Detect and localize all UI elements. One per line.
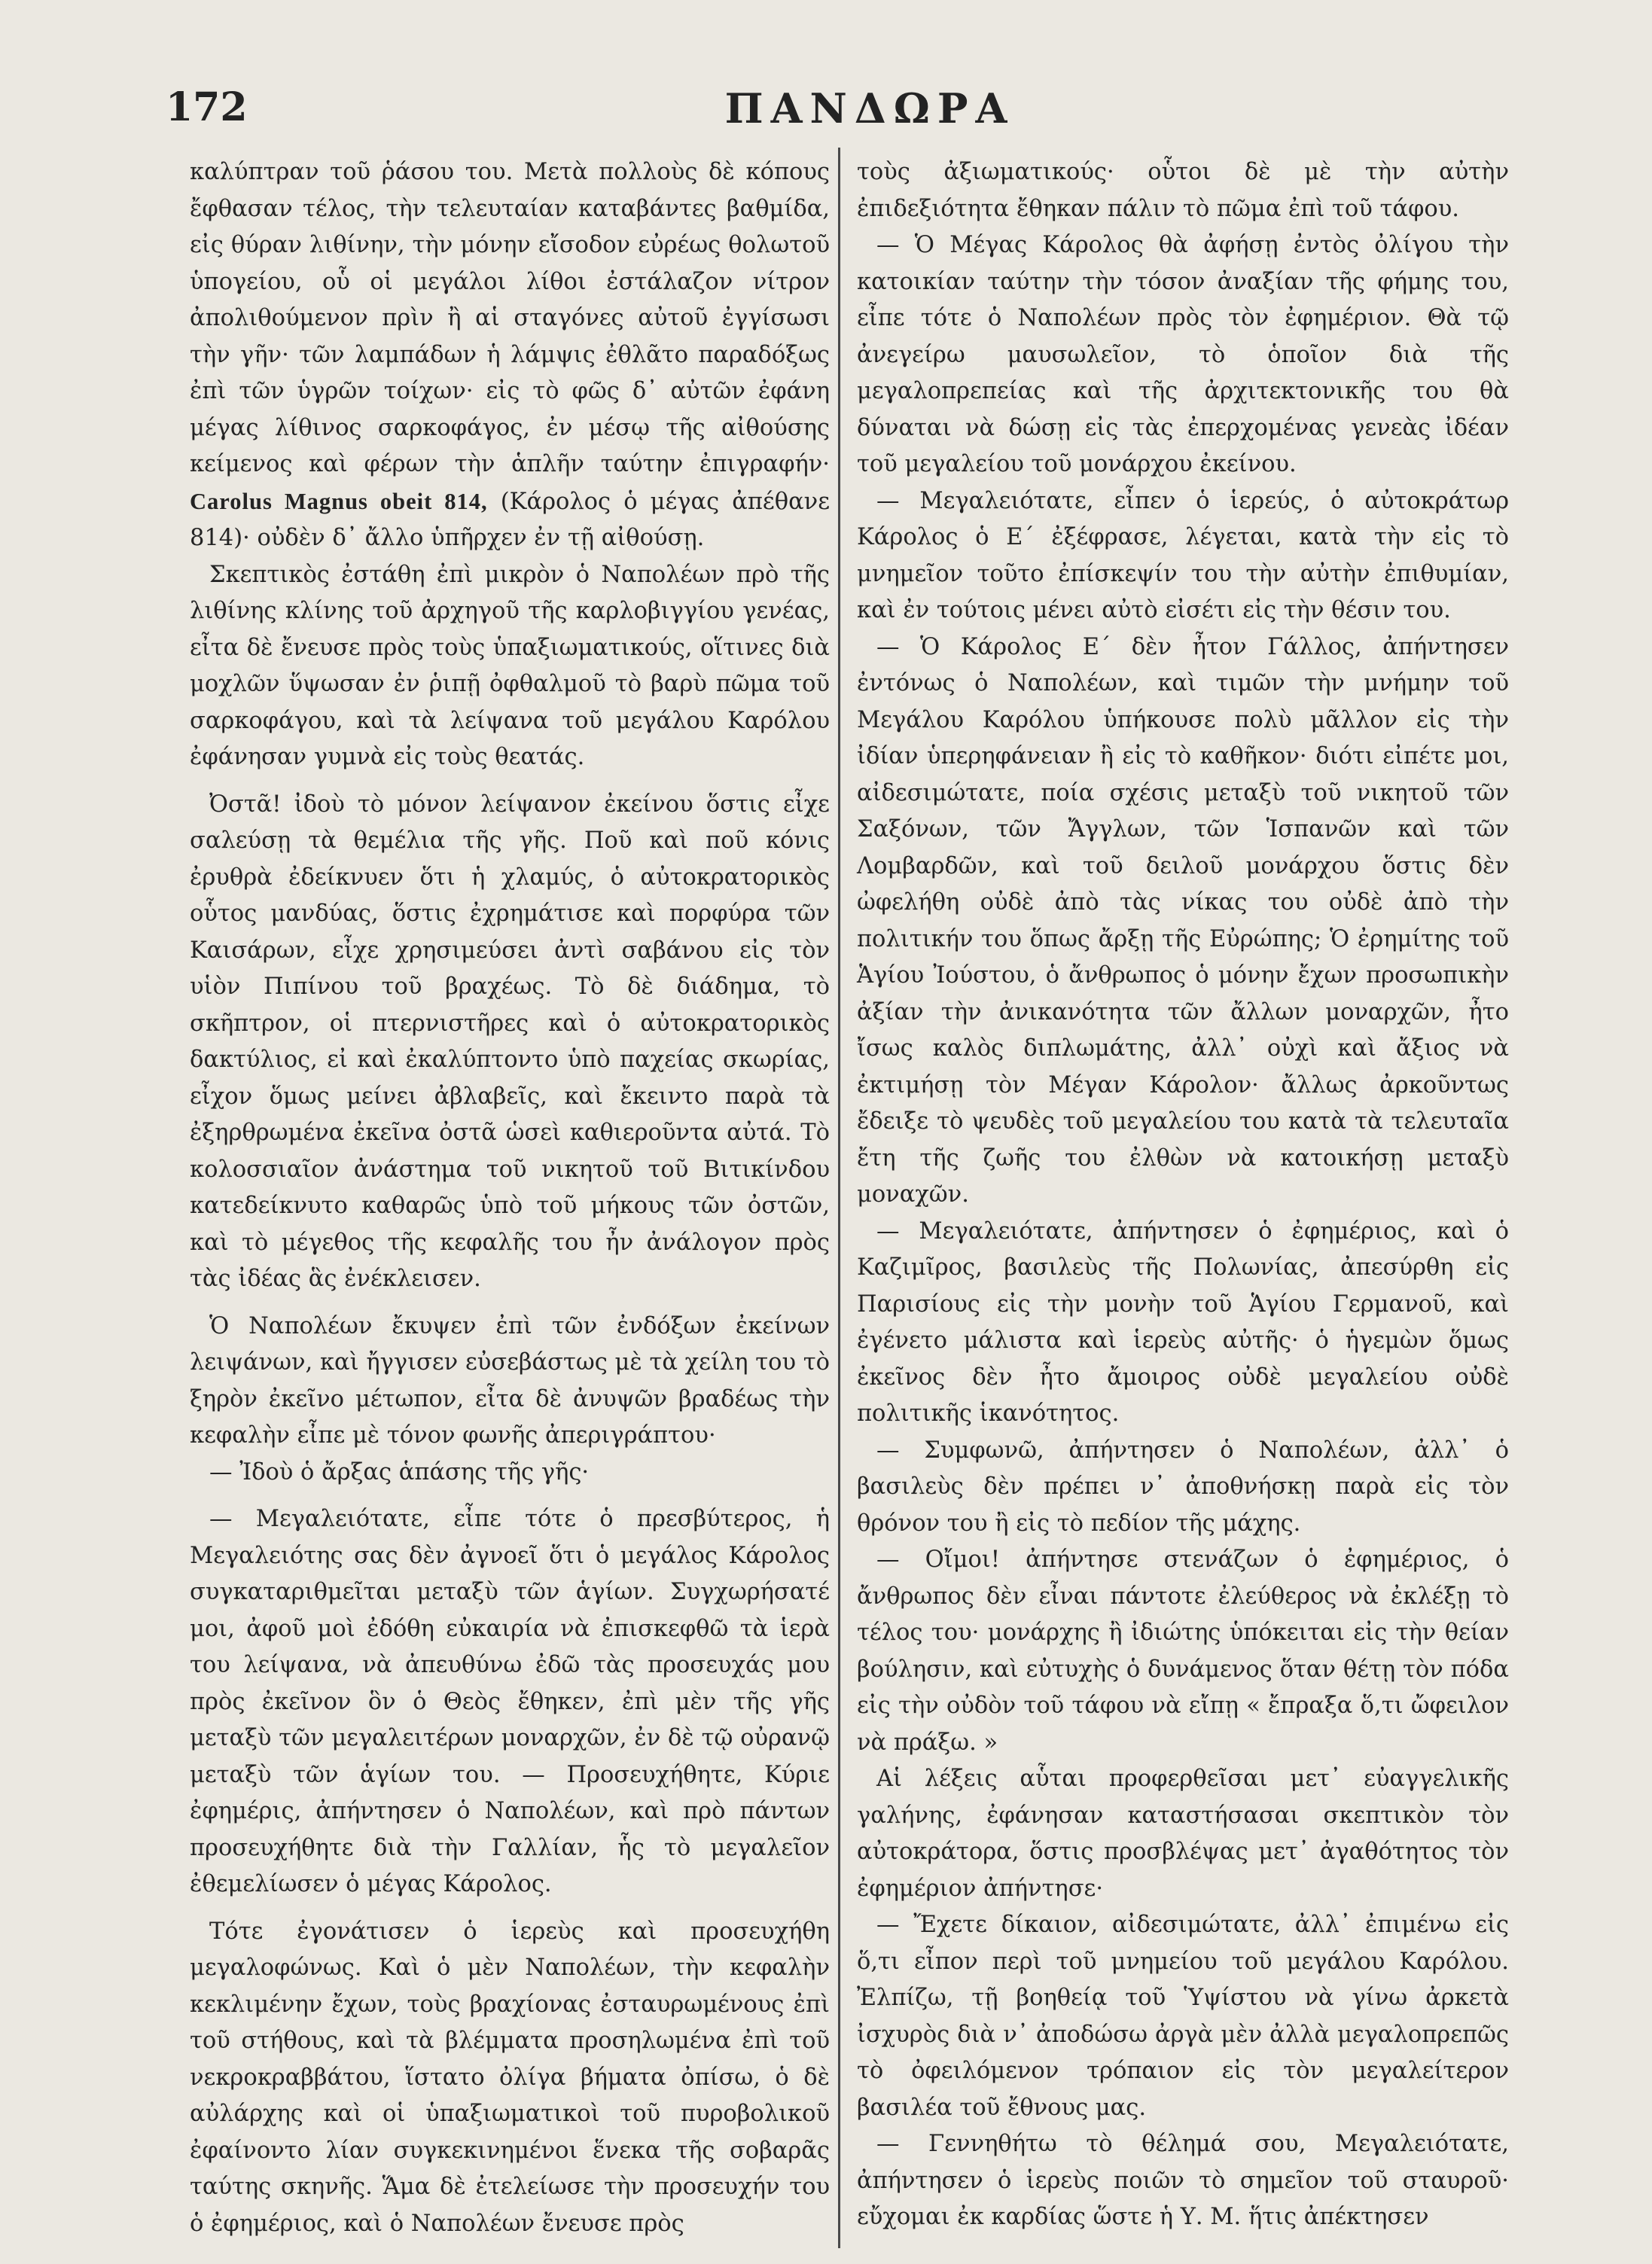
page-number: 172 [166, 84, 248, 130]
paragraph: Τότε ἐγονάτισεν ὁ ἱερεὺς καὶ προσευχήθη μεγαλοφώνως. Καὶ ὁ μὲν Ναπολέων, τὴν κεφαλὴν κεκλιμένην ἔχων, τοὺς βραχίονας ἐσταυρωμένους ἐπὶ τοῦ στήθους, καὶ τὰ βλέμματα προσηλωμένα ἐπὶ τοῦ νεκροκραββάτου, ἵστατο ὀλίγα βήματα ὀπίσω, ὁ δὲ αὐλάρχης καὶ οἱ ὑπαξιωματικοὶ τοῦ πυροβολικοῦ ἐφαίνοντο λίαν συγκεκινημένοι ἕνεκα τῆς σοβαρᾶς ταύτης σκηνῆς. Ἅμα δὲ ἐτελείωσε τὴν προσευχήν του ὁ ἐφημέριος, καὶ ὁ Ναπολέων ἔνευσε πρὸς [190, 1918, 830, 2237]
paragraph: Ὁ Ναπολέων ἔκυψεν ἐπὶ τῶν ἐνδόξων ἐκείνων λειψάνων, καὶ ἤγγισεν εὐσεβάστως μὲ τὰ χείλη του τὸ ξηρὸν ἐκεῖνο μέτωπον, εἶτα δὲ ἀνυψῶν βραδέως τὴν κεφαλὴν εἶπε μὲ τόνον φωνῆς ἀπεριγράπτου· [190, 1312, 830, 1449]
paragraph: — Μεγαλειότατε, εἶπε τότε ὁ πρεσβύτερος, ἡ Μεγαλειότης σας δὲν ἀγνοεῖ ὅτι ὁ μεγάλος Κάρολος συγκαταριθμεῖται μεταξὺ τῶν ἁγίων. Συγχωρήσατέ μοι, ἀφοῦ μοὶ ἐδόθη εὐκαιρία νὰ ἐπισκεφθῶ τὰ ἱερὰ του λείψανα, νὰ ἀπευθύνω ἐδῶ τὰς προσευχάς μου πρὸς ἐκεῖνον ὃν ὁ Θεὸς ἔθηκεν, ἐπὶ μὲν τῆς γῆς μεταξὺ τῶν μεγαλειτέρων μοναρχῶν, ἐν δὲ τῷ οὐρανῷ μεταξὺ τῶν ἁγίων του. — Προσευχήθητε, Κύριε ἐφημέρις, ἀπήντησεν ὁ Ναπολέων, καὶ πρὸ πάντων προσευχήθητε διὰ τὴν Γαλλίαν, ἧς τὸ μεγαλεῖον ἐθεμελίωσεν ὁ μέγας Κάρολος. [190, 1506, 830, 1897]
paragraph: Αἱ λέξεις αὗται προφερθεῖσαι μετ᾽ εὐαγγελικῆς γαλήνης, ἐφάνησαν καταστήσασαι σκεπτικὸν τὸν αὐτοκράτορα, ὅστις προσβλέψας μετ᾽ ἀγαθότητος τὸν ἐφημέριον ἀπήντησε· [857, 1766, 1509, 1902]
page-header [166, 84, 1574, 145]
paragraph: — Ὁ Μέγας Κάρολος θὰ ἀφήσῃ ἐντὸς ὀλίγου τὴν κατοικίαν ταύτην τὴν τόσον ἀναξίαν τῆς φήμης του, εἶπε τότε ὁ Ναπολέων πρὸς τὸν ἐφημέριον. Θὰ τῷ ἀνεγείρω μαυσωλεῖον, τὸ ὁποῖον διὰ τῆς μεγαλοπρεπείας καὶ τῆς ἀρχιτεκτονικῆς του θὰ δύναται νὰ δώσῃ εἰς τὰς ἐπερχομένας γενεὰς ἰδέαν τοῦ μεγαλείου τοῦ μονάρχου ἐκείνου. [857, 232, 1509, 477]
paragraph: — Ἰδοὺ ὁ ἄρξας ἁπάσης τῆς γῆς· [209, 1458, 590, 1485]
paragraph: τοὺς ἀξιωματικούς· οὗτοι δὲ μὲ τὴν αὐτὴν ἐπιδεξιότητα ἔθηκαν πάλιν τὸ πῶμα ἐπὶ τοῦ τάφου. [857, 159, 1509, 222]
paragraph: καλύπτραν τοῦ ῥάσου του. Μετὰ πολλοὺς δὲ κόπους ἔφθασαν τέλος, τὴν τελευταίαν καταβάντες βαθμίδα, εἰς θύραν λιθίνην, τὴν μόνην εἴσοδον εὐρέως θολωτοῦ ὑπογείου, οὗ οἱ μεγάλοι λίθοι ἐστάλαζον νίτρον ἀπολιθούμενον πρὶν ἢ αἱ σταγόνες αὐτοῦ ἐγγίσωσι τὴν γῆν· τῶν λαμπάδων ἡ λάμψις ἐθλᾶτο παραδόξως ἐπὶ τῶν ὑγρῶν τοίχων· εἰς τὸ φῶς δ᾽ αὐτῶν ἐφάνη μέγας λίθινος σαρκοφάγος, ἐν μέσῳ τῆς αἰθούσης κείμενος καὶ φέρων τὴν ἁπλῆν ταύτην ἐπιγραφήν· Carolus Magnus obeit 814, (Κάρολος ὁ μέγας ἀπέθανε 814)· οὐδὲν δ᾽ ἄλλο ὑπῆρχεν ἐν τῇ αἰθούσῃ. [190, 159, 831, 551]
paragraph: Ὀστᾶ! ἰδοὺ τὸ μόνον λείψανον ἐκείνου ὅστις εἶχε σαλεύσῃ τὰ θεμέλια τῆς γῆς. Ποῦ καὶ ποῦ κόνις ἐρυθρὰ ἐδείκνυεν ὅτι ἡ χλαμύς, ὁ αὐτοκρατορικὸς οὗτος μανδύας, ὅστις ἐχρημάτισε καὶ πορφύρα τῶν Καισάρων, εἶχε χρησιμεύσει ἀντὶ σαβάνου εἰς τὸν υἱὸν Πιπίνου τοῦ βραχέως. Τὸ δὲ διάδημα, τὸ σκῆπτρον, οἱ πτερνιστῆρες καὶ ὁ αὐτοκρατορικὸς δακτύλιος, εἰ καὶ ἐκαλύπτοντο ὑπὸ παχείας σκωρίας, εἶχον ὅμως μείνει ἀβλαβεῖς, καὶ ἔκειντο παρὰ τὰ ἐξηρθρωμένα ἐκεῖνα ὀστᾶ ὡσεὶ καθιεροῦντα αὐτά. Τὸ κολοσσιαῖον ἀνάστημα τοῦ νικητοῦ τοῦ Βιτικίνδου κατεδείκνυτο καθαρῶς ὑπὸ τοῦ μήκους τῶν ὀστῶν, καὶ τὸ μέγεθος τῆς κεφαλῆς του ἦν ἀνάλογον πρὸς τὰς ἰδέας ἃς ἐνέκλεισεν. [190, 791, 830, 1292]
running-title: ΠΑΝΔΩΡΑ [724, 84, 1015, 133]
paragraph: — Οἴμοι! ἀπήντησε στενάζων ὁ ἐφημέριος, ὁ ἄνθρωπος δὲν εἶναι πάντοτε ἐλεύθερος νὰ ἐκλέξῃ τὸ τέλος του· μονάρχης ἢ ἰδιώτης ὑπόκειται εἰς τὴν θείαν βούλησιν, καὶ εὐτυχὴς ὁ δυνάμενος ὅταν θέτῃ τὸν πόδα εἰς τὴν οὐδὸν τοῦ τάφου νὰ εἴπῃ « ἔπραξα ὅ,τι ὤφειλον νὰ πράξω. » [857, 1546, 1509, 1756]
paragraph: — Ἔχετε δίκαιον, αἰδεσιμώτατε, ἀλλ᾽ ἐπιμένω εἰς ὅ,τι εἶπον περὶ τοῦ μνημείου τοῦ μεγάλου Καρόλου. Ἐλπίζω, τῇ βοηθείᾳ τοῦ Ὑψίστου νὰ γίνω ἀρκετὰ ἰσχυρὸς διὰ ν᾽ ἀποδώσω ἀργὰ μὲν ἀλλὰ μεγαλοπρεπῶς τὸ ὀφειλόμενον τρόπαιον εἰς τὸν μεγαλείτερον βασιλέα τοῦ ἔθνους μας. [857, 1912, 1509, 2121]
column-divider [838, 148, 840, 2248]
paragraph: — Μεγαλειότατε, ἀπήντησεν ὁ ἐφημέριος, καὶ ὁ Καζιμῖρος, βασιλεὺς τῆς Πολωνίας, ἀπεσύρθη εἰς Παρισίους εἰς τὴν μονὴν τοῦ Ἁγίου Γερμανοῦ, καὶ ἐγένετο μάλιστα καὶ ἱερεὺς αὐτῆς· ὁ ἡγεμὼν ὅμως ἐκεῖνος δὲν ἦτο ἄμοιρος οὐδὲ μεγαλείου οὐδὲ πολιτικῆς ἱκανότητος. [857, 1217, 1509, 1427]
paragraph: — Συμφωνῶ, ἀπήντησεν ὁ Ναπολέων, ἀλλ᾽ ὁ βασιλεὺς δὲν πρέπει ν᾽ ἀποθνήσκῃ παρὰ εἰς τὸν θρόνον του ἢ εἰς τὸ πεδίον τῆς μάχης. [857, 1437, 1509, 1537]
paragraph: — Γεννηθήτω τὸ θέλημά σου, Μεγαλειότατε, ἀπήντησεν ὁ ἱερεὺς ποιῶν τὸ σημεῖον τοῦ σταυροῦ· εὔχομαι ἐκ καρδίας ὥστε ἡ Υ. Μ. ἥτις ἀπέκτησεν [857, 2131, 1509, 2230]
right-column [857, 154, 1509, 2236]
paragraph: Σκεπτικὸς ἐστάθη ἐπὶ μικρὸν ὁ Ναπολέων πρὸ τῆς λιθίνης κλίνης τοῦ ἀρχηγοῦ τῆς καρλοβιγγίου γενέας, εἶτα δὲ ἔνευσε πρὸς τοὺς ὑπαξιωματικούς, οἵτινες διὰ μοχλῶν ὕψωσαν ἐν ῥιπῇ ὀφθαλμοῦ τὸ βαρὺ πῶμα τοῦ σαρκοφάγου, καὶ τὰ λείψανα τοῦ μεγάλου Καρόλου ἐφάνησαν γυμνὰ εἰς τοὺς θεατάς. [190, 561, 830, 770]
paragraph: — Ὁ Κάρολος Ε΄ δὲν ἦτον Γάλλος, ἀπήντησεν ἐντόνως ὁ Ναπολέων, καὶ τιμῶν τὴν μνήμην τοῦ Μεγάλου Καρόλου ὑπήκουσε πολὺ μᾶλλον εἰς τὴν ἰδίαν ὑπερηφάνειαν ἢ εἰς τὸ καθῆκον· διότι εἰπέτε μοι, αἰδεσιμώτατε, ποία σχέσις μεταξὺ τοῦ νικητοῦ τῶν Σαξόνων, τῶν Ἄγγλων, τῶν Ἱσπανῶν καὶ τῶν Λομβαρδῶν, καὶ τοῦ δειλοῦ μονάρχου ὅστις δὲν ὠφελήθη οὐδὲ ἀπὸ τὰς νίκας του οὐδὲ ἀπὸ τὴν πολιτικήν του ὅπως ἄρξῃ τῆς Εὐρώπης; Ὁ ἐρημίτης τοῦ Ἁγίου Ἰούστου, ὁ ἄνθρωπος ὁ μόνην ἔχων προσωπικὴν ἀξίαν τὴν ἀνικανότητα τῶν ἄλλων μοναρχῶν, ἦτο ἴσως καλὸς διπλωμάτης, ἀλλ᾽ οὐχὶ καὶ ἄξιος νὰ ἐκτιμήσῃ τὸν Μέγαν Κάρολον· ἄλλως ἀρκοῦντως ἔδειξε τὸ ψευδὲς τοῦ μεγαλείου του κατὰ τὰ τελευταῖα ἔτη τῆς ζωῆς του ἐλθὼν νὰ κατοικήσῃ μεταξὺ μοναχῶν. [857, 633, 1509, 1208]
paragraph: — Μεγαλειότατε, εἶπεν ὁ ἱερεύς, ὁ αὐτοκράτωρ Κάρολος ὁ Ε΄ ἐξέφρασε, λέγεται, κατὰ τὴν εἰς τὸ μνημεῖον τοῦτο ἐπίσκεψίν του τὴν αὐτὴν ἐπιθυμίαν, καὶ ἐν τούτοις μένει αὐτὸ εἰσέτι εἰς τὴν θέσιν του. [857, 487, 1509, 623]
left-column [190, 154, 830, 2242]
latin-inscription: Carolus Magnus obeit 814, [190, 488, 488, 514]
